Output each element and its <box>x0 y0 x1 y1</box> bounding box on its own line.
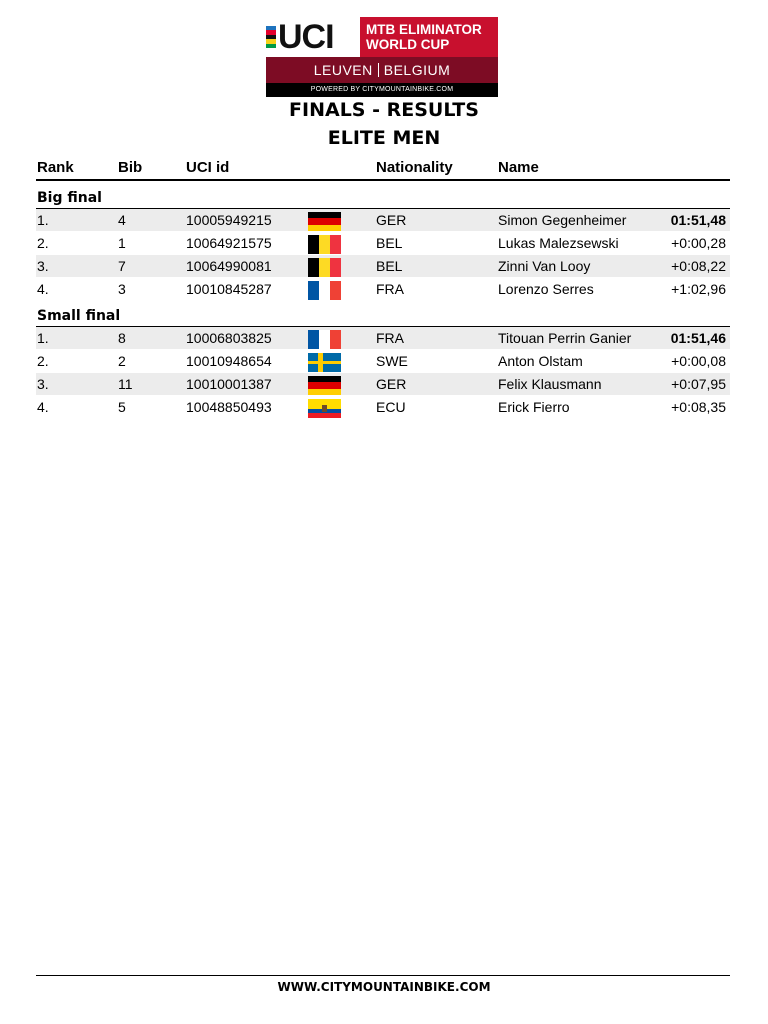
time-cell: +0:08,35 <box>671 399 726 415</box>
rainbow-stripes-icon <box>266 26 276 48</box>
rider-name-cell: Erick Fierro <box>498 399 570 415</box>
event-country: BELGIUM <box>383 62 451 78</box>
uci-logo <box>266 17 360 57</box>
event-name-box <box>360 17 498 57</box>
bib-cell: 2 <box>118 353 126 369</box>
event-name-line1: MTB ELIMINATOR <box>366 22 482 37</box>
uci-id-cell: 10010001387 <box>186 376 272 392</box>
ec-flag <box>308 399 341 418</box>
rider-name-cell: Felix Klausmann <box>498 376 602 392</box>
nationality-cell: BEL <box>376 235 403 251</box>
rider-name-cell: Zinni Van Looy <box>498 258 591 274</box>
time-cell: +0:08,22 <box>671 258 726 274</box>
nationality-cell: GER <box>376 376 407 392</box>
bib-cell: 5 <box>118 399 126 415</box>
location-divider <box>378 63 379 77</box>
uci-logo-text: UCI <box>278 18 334 56</box>
nationality-cell: ECU <box>376 399 406 415</box>
time-cell: 01:51,46 <box>670 330 726 346</box>
bib-cell: 8 <box>118 330 126 346</box>
event-name-line2: WORLD CUP <box>366 37 450 52</box>
page-title: FINALS - RESULTS <box>289 99 479 121</box>
footer-website: WWW.CITYMOUNTAINBIKE.COM <box>277 980 491 994</box>
column-bib: Bib <box>118 159 143 176</box>
event-city: LEUVEN <box>313 62 373 78</box>
nationality-cell: FRA <box>376 330 404 346</box>
uci-id-cell: 10010948654 <box>186 353 272 369</box>
bib-cell: 7 <box>118 258 126 274</box>
table-row <box>36 396 730 418</box>
results-table-header <box>36 158 730 181</box>
powered-by-site: CITYMOUNTAINBIKE.COM <box>362 86 454 93</box>
table-row <box>36 232 730 254</box>
rank-cell: 3. <box>37 376 49 392</box>
table-row <box>36 350 730 372</box>
rider-name-cell: Lorenzo Serres <box>498 281 594 297</box>
rank-cell: 2. <box>37 353 49 369</box>
se-flag <box>308 353 341 372</box>
footer-divider <box>36 975 730 976</box>
uci-id-cell: 10005949215 <box>186 212 272 228</box>
powered-by-prefix: POWERED BY <box>310 86 363 93</box>
powered-by-line <box>266 83 498 97</box>
uci-id-cell: 10064921575 <box>186 235 272 251</box>
nationality-cell: BEL <box>376 258 403 274</box>
time-cell: 01:51,48 <box>670 212 726 228</box>
nationality-cell: GER <box>376 212 407 228</box>
table-row <box>36 209 730 231</box>
uci-id-cell: 10048850493 <box>186 399 272 415</box>
table-row <box>36 278 730 300</box>
rank-cell: 4. <box>37 281 49 297</box>
bib-cell: 11 <box>118 376 133 392</box>
rank-cell: 1. <box>37 212 49 228</box>
de-flag <box>308 212 341 231</box>
category-title: ELITE MEN <box>327 127 441 149</box>
uci-id-cell: 10006803825 <box>186 330 272 346</box>
fr-flag <box>308 330 341 349</box>
uci-id-cell: 10010845287 <box>186 281 272 297</box>
fr-flag <box>308 281 341 300</box>
time-cell: +1:02,96 <box>671 281 726 297</box>
time-cell: +0:00,08 <box>671 353 726 369</box>
column-nationality: Nationality <box>376 159 453 176</box>
event-location-box <box>266 57 498 97</box>
column-rank: Rank <box>37 159 74 176</box>
be-flag <box>308 235 341 254</box>
section-title-label: Big final <box>37 190 102 206</box>
table-row <box>36 373 730 395</box>
rank-cell: 1. <box>37 330 49 346</box>
nationality-cell: SWE <box>376 353 408 369</box>
bib-cell: 1 <box>118 235 126 251</box>
rider-name-cell: Simon Gegenheimer <box>498 212 627 228</box>
bib-cell: 3 <box>118 281 126 297</box>
time-cell: +0:07,95 <box>671 376 726 392</box>
column-uci-id: UCI id <box>186 159 230 176</box>
rider-name-cell: Titouan Perrin Ganier <box>498 330 632 346</box>
be-flag <box>308 258 341 277</box>
rank-cell: 4. <box>37 399 49 415</box>
section-title <box>36 189 730 209</box>
de-flag <box>308 376 341 395</box>
rider-name-cell: Lukas Malezsewski <box>498 235 619 251</box>
section-title-label: Small final <box>37 308 121 324</box>
bib-cell: 4 <box>118 212 126 228</box>
time-cell: +0:00,28 <box>671 235 726 251</box>
nationality-cell: FRA <box>376 281 404 297</box>
column-name: Name <box>498 159 539 176</box>
rider-name-cell: Anton Olstam <box>498 353 583 369</box>
section-title <box>36 307 730 327</box>
event-location <box>266 62 498 78</box>
table-row <box>36 255 730 277</box>
event-logo-banner <box>266 17 498 97</box>
table-row <box>36 327 730 349</box>
rank-cell: 2. <box>37 235 49 251</box>
rank-cell: 3. <box>37 258 49 274</box>
uci-id-cell: 10064990081 <box>186 258 272 274</box>
